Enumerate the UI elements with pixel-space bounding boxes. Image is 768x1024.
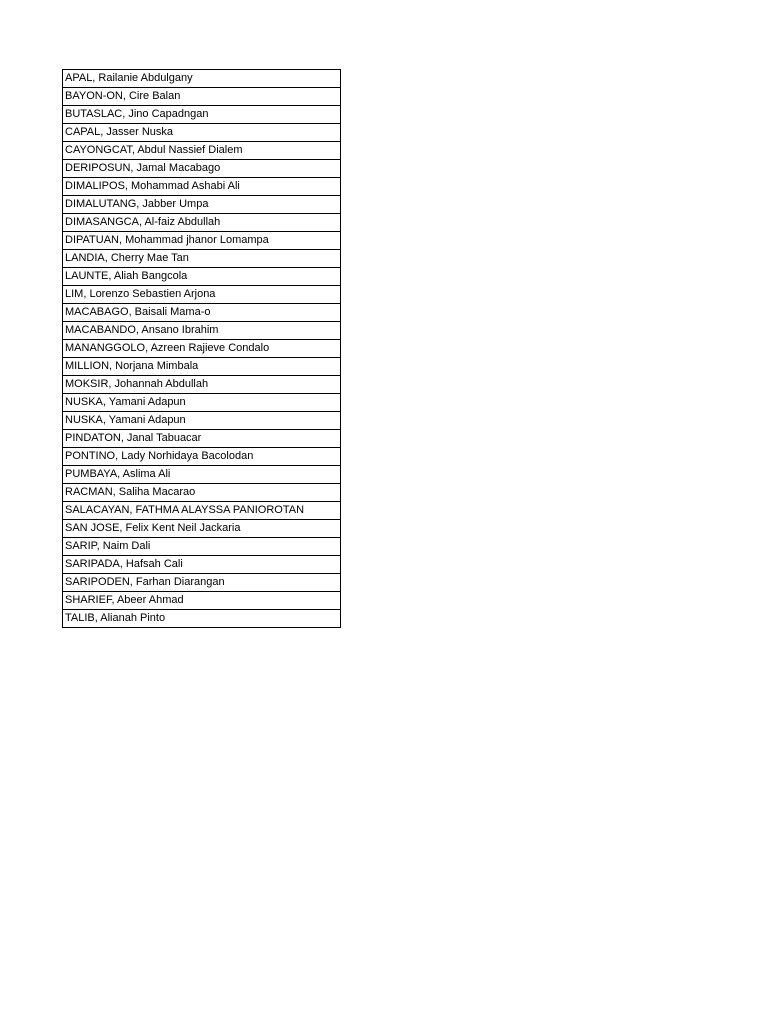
name-cell: MACABANDO, Ansano Ibrahim bbox=[63, 322, 341, 340]
name-cell: MACABAGO, Baisali Mama-o bbox=[63, 304, 341, 322]
table-row bbox=[63, 394, 341, 412]
table-row bbox=[63, 214, 341, 232]
name-list-body bbox=[63, 70, 341, 628]
name-cell: PUMBAYA, Aslima Ali bbox=[63, 466, 341, 484]
name-cell: PINDATON, Janal Tabuacar bbox=[63, 430, 341, 448]
table-row bbox=[63, 106, 341, 124]
name-cell: LANDIA, Cherry Mae Tan bbox=[63, 250, 341, 268]
name-cell: SHARIEF, Abeer Ahmad bbox=[63, 592, 341, 610]
table-row bbox=[63, 88, 341, 106]
name-cell: SARIPADA, Hafsah Cali bbox=[63, 556, 341, 574]
table-row bbox=[63, 304, 341, 322]
table-row bbox=[63, 160, 341, 178]
table-row bbox=[63, 250, 341, 268]
name-cell: SAN JOSE, Felix Kent Neil Jackaria bbox=[63, 520, 341, 538]
table-row bbox=[63, 124, 341, 142]
table-row bbox=[63, 520, 341, 538]
name-cell: MILLION, Norjana Mimbala bbox=[63, 358, 341, 376]
name-cell: APAL, Railanie Abdulgany bbox=[63, 70, 341, 88]
name-cell: NUSKA, Yamani Adapun bbox=[63, 412, 341, 430]
name-cell: SALACAYAN, FATHMA ALAYSSA PANIOROTAN bbox=[63, 502, 341, 520]
name-cell: NUSKA, Yamani Adapun bbox=[63, 394, 341, 412]
name-cell: MANANGGOLO, Azreen Rajieve Condalo bbox=[63, 340, 341, 358]
table-row bbox=[63, 178, 341, 196]
table-row bbox=[63, 556, 341, 574]
table-row bbox=[63, 484, 341, 502]
table-row bbox=[63, 286, 341, 304]
table-row bbox=[63, 70, 341, 88]
name-cell: DERIPOSUN, Jamal Macabago bbox=[63, 160, 341, 178]
name-cell: PONTINO, Lady Norhidaya Bacolodan bbox=[63, 448, 341, 466]
name-cell: LAUNTE, Aliah Bangcola bbox=[63, 268, 341, 286]
name-cell: BUTASLAC, Jino Capadngan bbox=[63, 106, 341, 124]
table-row bbox=[63, 412, 341, 430]
table-row bbox=[63, 466, 341, 484]
table-row bbox=[63, 196, 341, 214]
name-cell: DIMALUTANG, Jabber Umpa bbox=[63, 196, 341, 214]
table-row bbox=[63, 430, 341, 448]
name-cell: BAYON-ON, Cire Balan bbox=[63, 88, 341, 106]
name-cell: TALIB, Alianah Pinto bbox=[63, 610, 341, 628]
table-row bbox=[63, 592, 341, 610]
name-cell: DIMALIPOS, Mohammad Ashabi Ali bbox=[63, 178, 341, 196]
table-row bbox=[63, 538, 341, 556]
name-cell: CAPAL, Jasser Nuska bbox=[63, 124, 341, 142]
name-list-table bbox=[62, 69, 341, 628]
table-row bbox=[63, 322, 341, 340]
table-row bbox=[63, 610, 341, 628]
name-cell: LIM, Lorenzo Sebastien Arjona bbox=[63, 286, 341, 304]
name-cell: CAYONGCAT, Abdul Nassief Dialem bbox=[63, 142, 341, 160]
table-row bbox=[63, 376, 341, 394]
name-cell: DIMASANGCA, Al-faiz Abdullah bbox=[63, 214, 341, 232]
name-cell: MOKSIR, Johannah Abdullah bbox=[63, 376, 341, 394]
table-row bbox=[63, 142, 341, 160]
table-row bbox=[63, 268, 341, 286]
table-row bbox=[63, 358, 341, 376]
table-row bbox=[63, 232, 341, 250]
table-row bbox=[63, 574, 341, 592]
name-cell: SARIPODEN, Farhan Diarangan bbox=[63, 574, 341, 592]
table-row bbox=[63, 502, 341, 520]
name-cell: DIPATUAN, Mohammad jhanor Lomampa bbox=[63, 232, 341, 250]
table-row bbox=[63, 448, 341, 466]
name-cell: RACMAN, Saliha Macarao bbox=[63, 484, 341, 502]
table-row bbox=[63, 340, 341, 358]
name-cell: SARIP, Naim Dali bbox=[63, 538, 341, 556]
